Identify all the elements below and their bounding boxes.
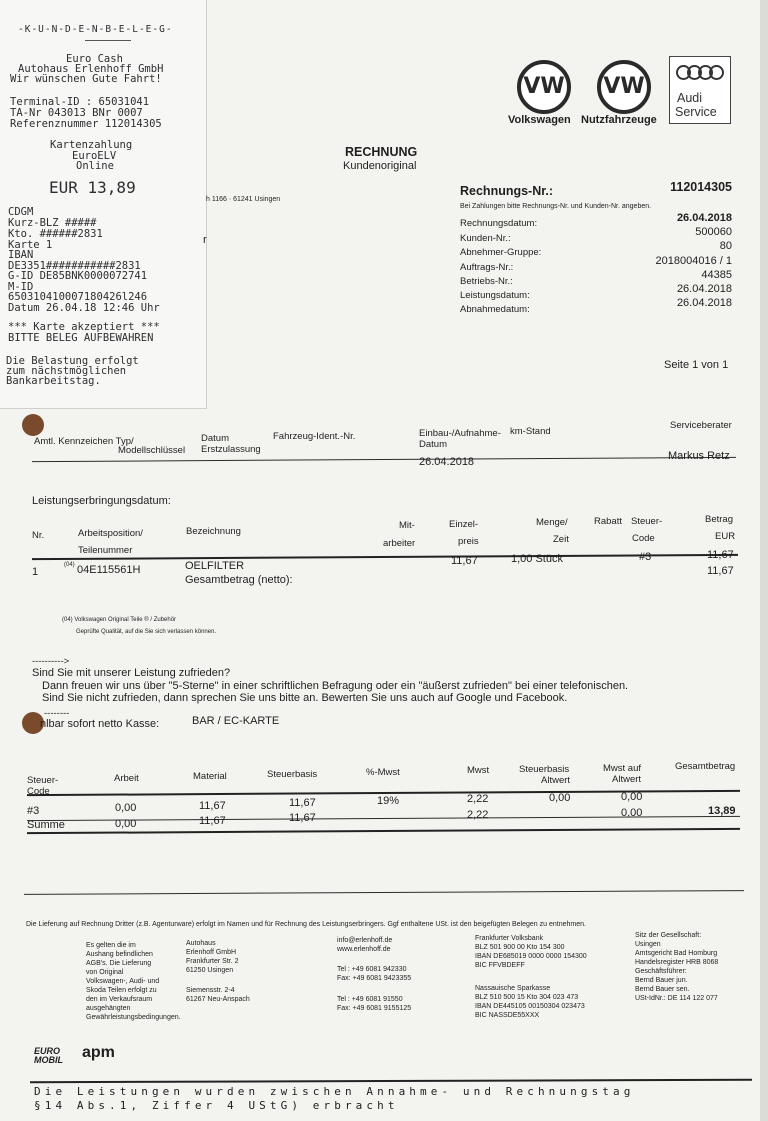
invoice-number-label: Rechnungs-Nr.: [460, 184, 554, 198]
vehicle-einbau-date: 26.04.2018 [419, 456, 475, 468]
legal-note: Die Lieferung auf Rechnung Dritter (z.B. Agenturware) erfolgt im Namen und für Rechnung des Leistungserbringers. Ggf enthaltene USt. ist den beigefügten Belegen zu entnehmen. [26, 921, 586, 928]
meta-value-betrieb: 44385 [701, 269, 732, 281]
divider [32, 457, 736, 462]
tax-header-code2: Code [27, 786, 50, 797]
euro-mobil-logo: EURO MOBIL [34, 1046, 63, 1065]
receipt-detail: Karte 1 [8, 239, 53, 251]
vw-nutzfahrzeuge-logo-icon: VW [597, 60, 651, 114]
receipt-merchant-1: Euro Cash [66, 53, 123, 65]
page-indicator: Seite 1 von 1 [664, 359, 729, 371]
items-header-arbeiter: arbeiter [383, 538, 416, 549]
vehicle-header-datum: Datum [201, 433, 229, 444]
item-nr: 1 [32, 566, 39, 578]
receipt-merchant-3: Wir wünschen Gute Fahrt! [10, 73, 162, 85]
receipt-payment-1: Kartenzahlung [50, 139, 133, 151]
bank-line: BIC NASSDE55XXX [475, 1012, 540, 1019]
receipt-detail: 650310410007180426l246 [8, 291, 148, 303]
tax-header-pmwst: %-Mwst [366, 767, 400, 778]
tax-header-gesamt: Gesamtbetrag [675, 761, 736, 772]
address-fragment: h 1166 · 61241 Usingen [206, 196, 281, 203]
agb-line: Es gelten die im [86, 942, 136, 949]
audi-service-label: Service [675, 105, 717, 119]
items-header-rabatt: Rabatt [594, 516, 622, 527]
tax-sum-gesamt: 13,89 [708, 805, 736, 817]
agb-line: Skoda Teilen erfolgt zu [86, 987, 157, 994]
items-header-code: Code [632, 533, 655, 544]
items-header-mit: Mit- [399, 520, 415, 531]
receipt-payment-3: Online [76, 160, 114, 172]
tax-header-stb-alt2: Altwert [541, 775, 571, 786]
item-betrag: 11,67 [707, 549, 734, 561]
audi-label: Audi [677, 91, 703, 105]
item-einzelpreis: 11,67 [451, 555, 478, 567]
address-line: Siemensstr. 2-4 [186, 987, 235, 994]
divider [24, 890, 744, 895]
vehicle-header-einbau-datum: Datum [419, 439, 447, 450]
netto-value: 11,67 [707, 565, 734, 577]
bank-line: IBAN DE685019 0000 0000 154300 [475, 953, 587, 960]
item-teilenr: 04E115561H [77, 564, 141, 576]
tax-row-stb-alt: 0,00 [549, 792, 571, 804]
company-line: Amtsgericht Bad Homburg [635, 950, 718, 957]
agb-line: Volkswagen-, Audi- und [86, 978, 160, 985]
volkswagen-label: Volkswagen [508, 114, 571, 126]
tax-row-arbeit: 0,00 [115, 802, 137, 814]
agb-line: Gewährleistungsbedingungen. [86, 1014, 181, 1021]
agb-line: den im Verkaufsraum [86, 996, 153, 1003]
tax-header-mwst: Mwst [467, 765, 490, 776]
vehicle-header-modell: Modellschlüssel [118, 445, 186, 456]
tax-header-code: Steuer- [27, 775, 59, 786]
invoice-number: 112014305 [670, 180, 732, 194]
survey-dash: -------- [44, 708, 70, 719]
audi-service-logo [669, 56, 731, 124]
items-header-teilenr: Teilenummer [78, 545, 133, 556]
divider [30, 1079, 752, 1084]
company-line: Sitz der Gesellschaft: [635, 932, 702, 939]
meta-label-leistungsdatum: Leistungsdatum: [460, 290, 530, 301]
receipt-merchant-2: Autohaus Erlenhoff GmbH [18, 63, 164, 75]
receipt-detail: Kto. ######2831 [8, 228, 103, 240]
document-subtitle: Kundenoriginal [343, 160, 417, 172]
bottom-line-1: Die Leistungen wurden zwischen Annahme- und Rechnungstag [34, 1085, 635, 1098]
document-title: RECHNUNG [345, 145, 418, 159]
receipt-detail: DE3351###########2831 [8, 260, 141, 272]
website-link[interactable]: www.erlenhoff.de [337, 946, 391, 953]
survey-line-2: Dann freuen wir uns über "5-Sterne" in einer schriftlichen Befragung oder ein "äußerst zufrieden" bei einer telefonischen. [42, 680, 629, 692]
receipt-accepted: *** Karte akzeptiert *** [8, 321, 160, 333]
punch-hole [22, 414, 44, 436]
receipt-footer: Die Belastung erfolgt [6, 355, 139, 367]
meta-label-abnehmer: Abnehmer-Gruppe: [460, 247, 542, 258]
stray-char: r [203, 234, 207, 246]
vehicle-header-fin: Fahrzeug-Ident.-Nr. [273, 431, 356, 442]
fax-line: Fax: +49 6081 9423355 [337, 975, 412, 982]
footnote-1: (04) Volkswagen Original Teile ® / Zubehör [62, 617, 177, 623]
address-line: Autohaus [186, 940, 216, 947]
receipt-footer: Bankarbeitstag. [6, 375, 101, 387]
meta-value-leistungsdatum: 26.04.2018 [676, 283, 732, 295]
tax-row-mwst: 2,22 [467, 793, 489, 805]
nutzfahrzeuge-label: Nutzfahrzeuge [581, 114, 657, 126]
tax-row-pmwst: 19% [377, 795, 400, 807]
email-link[interactable]: info@erlenhoff.de [337, 937, 393, 944]
receipt-detail: Kurz-BLZ ##### [8, 217, 97, 229]
items-header-preis: preis [458, 536, 479, 547]
vehicle-header-einbau: Einbau-/Aufnahme- [419, 428, 501, 439]
tax-sum-steuerbasis: 11,67 [289, 812, 316, 824]
agb-line: von Original [86, 969, 124, 976]
agb-line: ausgehängten [86, 1005, 131, 1012]
receipt-detail: Datum 26.04.18 12:46 Uhr [8, 302, 160, 314]
vehicle-header-km: km-Stand [510, 426, 551, 437]
bank-line: IBAN DE445105 00150304 023473 [475, 1003, 585, 1010]
address-line: Erlenhoff GmbH [186, 949, 237, 956]
receipt-keep: BITTE BELEG AUFBEWAHREN [8, 332, 154, 344]
agb-line: Aushang befindlichen [86, 951, 153, 958]
receipt-ta: TA-Nr 043013 BNr 0007 [10, 107, 143, 119]
item-code: #3 [639, 551, 652, 563]
receipt-detail: CDGM [8, 206, 34, 218]
meta-value-kunden-nr: 500060 [695, 226, 732, 238]
vehicle-header-kennzeichen: Amtl. Kennzeichen Typ/ [34, 436, 134, 447]
tax-row-mwst-alt: 0,00 [621, 791, 643, 803]
receipt-detail: IBAN [8, 249, 34, 261]
receipt-detail: M-ID [8, 281, 34, 293]
tax-sum-arbeit: 0,00 [115, 818, 137, 830]
item-menge: 1,00 Stück [511, 553, 563, 565]
item-prefix: (04) [64, 562, 75, 568]
tax-sum-material: 11,67 [199, 815, 226, 827]
tax-header-material: Material [193, 771, 227, 782]
fax-line: Fax: +49 6081 9155125 [337, 1005, 412, 1012]
tax-sum-mwst: 2,22 [467, 809, 489, 821]
items-header-menge: Menge/ [536, 517, 568, 528]
item-bezeichnung: OELFILTER [185, 560, 245, 572]
receipt-ref: Referenznummer 112014305 [10, 118, 162, 130]
meta-label-rechnungsdatum: Rechnungsdatum: [460, 218, 538, 229]
survey-line-1: Sind Sie mit unserer Leistung zufrieden? [32, 667, 231, 679]
invoice-note: Bei Zahlungen bitte Rechnungs-Nr. und Kunden-Nr. angeben. [460, 203, 652, 210]
receipt-payment-2: EuroELV [72, 150, 117, 162]
items-header-bez: Bezeichnung [186, 526, 241, 537]
footnote-2: Geprüfte Qualität, auf die Sie sich verlassen können. [76, 629, 217, 635]
tax-sum-mwst-alt: 0,00 [621, 807, 643, 819]
address-line: 61267 Neu-Anspach [186, 996, 250, 1003]
company-line: Usingen [635, 941, 661, 948]
payable-label: nlbar sofort netto Kasse: [40, 718, 160, 730]
survey-line-3: Sind Sie nicht zufrieden, dann sprechen Sie uns bitte an. Bewerten Sie uns auch auf Google und Facebook. [42, 692, 568, 704]
items-header-zeit: Zeit [553, 534, 569, 545]
receipt-amount: EUR 13,89 [49, 178, 136, 197]
tax-row-steuerbasis: 11,67 [289, 797, 316, 809]
netto-label: Gesamtbetrag (netto): [185, 574, 293, 586]
meta-label-kunden-nr: Kunden-Nr.: [460, 233, 511, 244]
bottom-line-2: §14 Abs.1, Ziffer 4 UStG) erbracht [34, 1099, 399, 1112]
payable-value: BAR / EC-KARTE [192, 715, 280, 727]
company-line: USt-IdNr.: DE 114 122 077 [635, 995, 718, 1002]
meta-label-betrieb: Betriebs-Nr.: [460, 276, 513, 287]
company-line: Bernd Bauer jun. [635, 977, 688, 984]
vehicle-header-erstzulassung: Erstzulassung [201, 444, 261, 455]
address-line: Frankfurter Str. 2 [186, 958, 239, 965]
phone-line: Tel : +49 6081 942330 [337, 966, 407, 973]
items-section-label: Leistungserbringungsdatum: [32, 495, 171, 507]
receipt-footer: zum nächstmöglichen [6, 365, 127, 377]
meta-label-abnahmedatum: Abnahmedatum: [460, 304, 530, 315]
tax-row-material: 11,67 [199, 800, 226, 812]
meta-value-abnahmedatum: 26.04.2018 [676, 297, 732, 309]
tax-sum-label: Summe [27, 819, 65, 831]
meta-value-abnehmer: 80 [719, 240, 732, 252]
bank-line: BLZ 510 500 15 Kto 304 023 473 [475, 994, 579, 1001]
tax-header-arbeit: Arbeit [114, 773, 139, 784]
company-line: Geschäftsführer: [635, 968, 687, 975]
items-header-nr: Nr. [32, 530, 45, 541]
items-header-eur: EUR [715, 531, 736, 542]
company-line: Bernd Bauer sen. [635, 986, 690, 993]
tax-header-steuerbasis: Steuerbasis [267, 769, 318, 780]
phone-line: Tel : +49 6081 91550 [337, 996, 403, 1003]
divider [32, 554, 738, 560]
company-line: Handelsregister HRB 8068 [635, 959, 719, 966]
agb-line: AGB's. Die Lieferung [86, 960, 152, 967]
bank-line: BIC FFVBDEFF [475, 962, 525, 969]
vehicle-header-berater: Serviceberater [670, 420, 732, 431]
tax-row-code: #3 [27, 805, 40, 817]
items-header-betrag: Betrag [705, 514, 733, 525]
survey-arrow: ----------> [32, 656, 70, 667]
meta-label-auftrag: Auftrags-Nr.: [460, 262, 514, 273]
meta-value-rechnungsdatum: 26.04.2018 [676, 212, 732, 224]
items-header-einzel: Einzel- [449, 519, 479, 530]
items-header-arbpos: Arbeitsposition/ [78, 528, 143, 539]
items-header-steuer: Steuer- [631, 516, 663, 527]
receipt-detail: G-ID DE85BNK0000072741 [8, 270, 148, 282]
tax-header-mwst-alt2: Altwert [612, 774, 642, 785]
address-line: 61250 Usingen [186, 967, 234, 974]
bank-line: Frankfurter Volksbank [475, 935, 544, 942]
meta-value-auftrag: 2018004016 / 1 [655, 255, 732, 267]
vehicle-berater-name: Markus Retz [668, 450, 730, 462]
receipt-header: -K-U-N-D-E-N-B-E-L-E-G- [18, 24, 173, 35]
apm-logo: apm [82, 1044, 115, 1061]
volkswagen-logo-icon: VW [517, 60, 571, 114]
bank-line: Nassauische Sparkasse [475, 985, 551, 992]
tax-header-stb-alt: Steuerbasis [519, 764, 570, 775]
tax-header-mwst-alt: Mwst auf [603, 763, 642, 774]
card-receipt [0, 0, 207, 409]
receipt-terminal: Terminal-ID : 65031041 [10, 96, 150, 108]
bank-line: BLZ 501 900 00 Kto 154 300 [475, 944, 565, 951]
